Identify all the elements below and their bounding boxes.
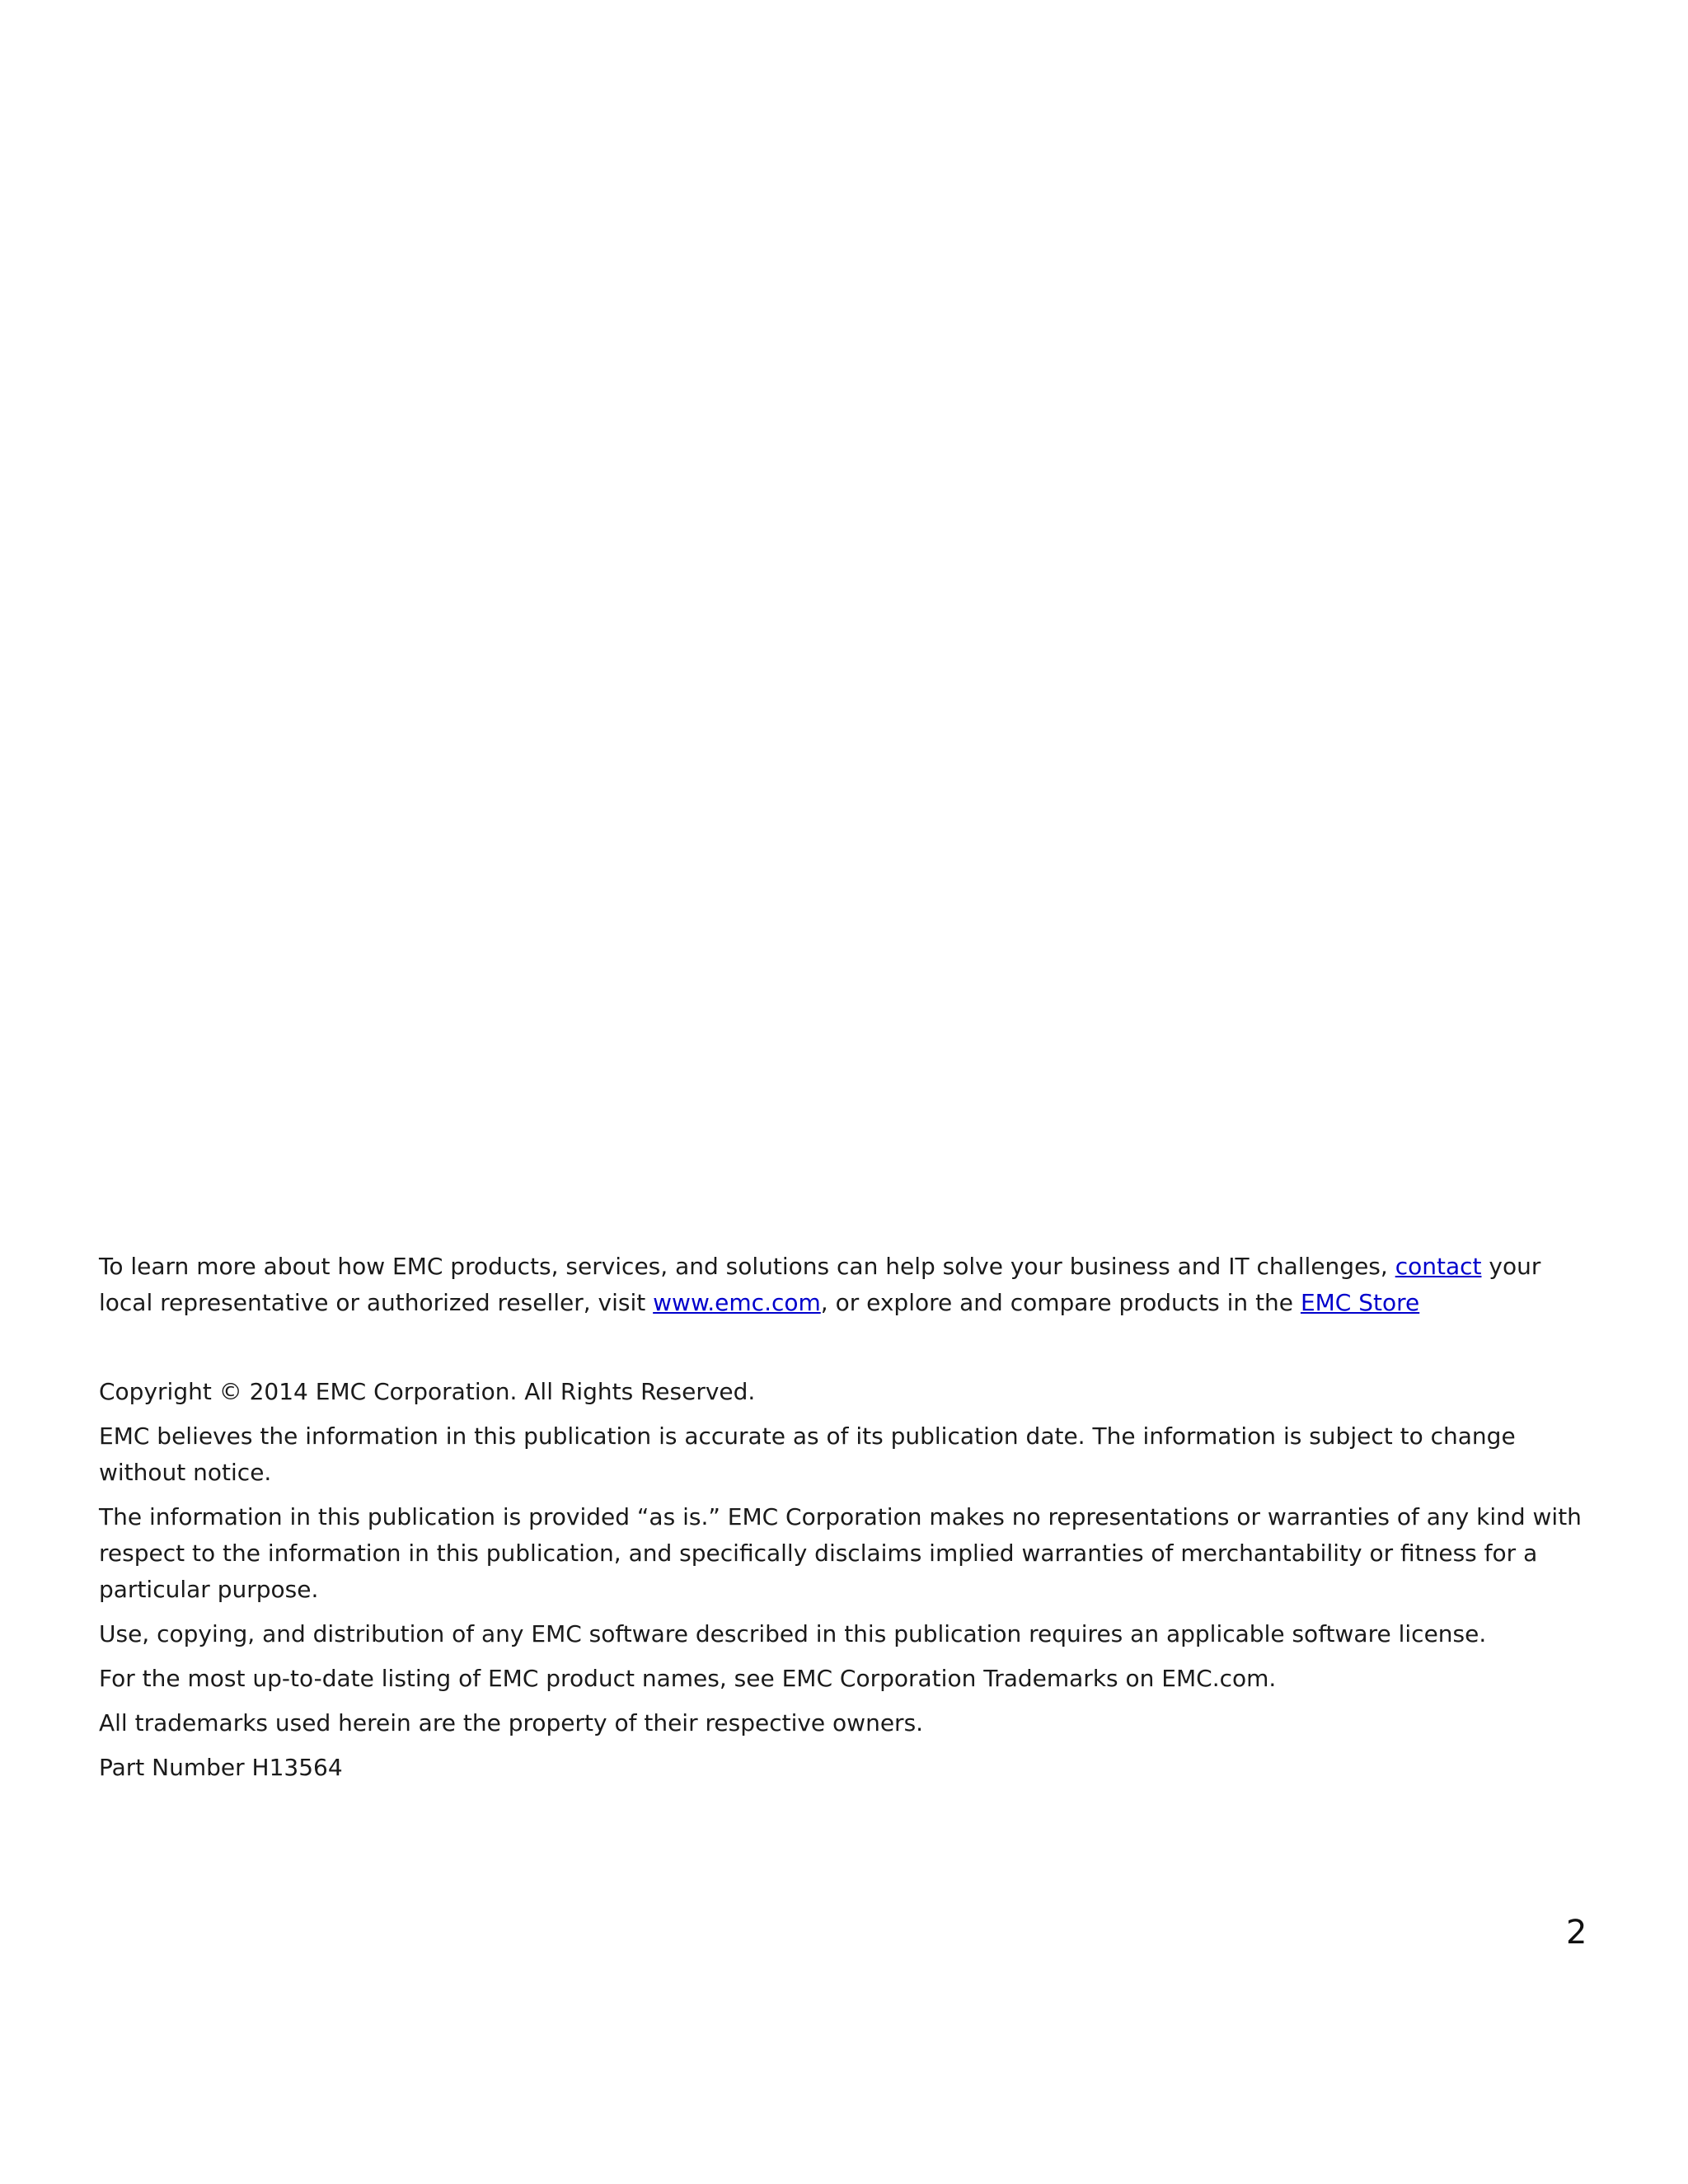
part-number: Part Number H13564	[99, 1754, 343, 1781]
page-number: 2	[1566, 1914, 1587, 1952]
license-statement: Use, copying, and distribution of any EMC software described in this publication requires an applicable software license.	[99, 1620, 1487, 1647]
copyright-line: Copyright © 2014 EMC Corporation. All Rights Reserved.	[99, 1378, 756, 1405]
contact-text-middle: your local representative or authorized reseller, visit	[99, 1253, 1541, 1316]
website-link[interactable]: www.emc.com	[653, 1289, 821, 1316]
emc-store-link[interactable]: EMC Store	[1300, 1289, 1420, 1316]
as-is-disclaimer: The information in this publication is provided “as is.” EMC Corporation makes no representations or warranties of any kind with respect to the information in this publication, and specifically disclaims implied warranties of merchantability or fitness for a particular purpose.	[99, 1503, 1582, 1603]
legal-notice	[99, 1374, 1599, 1794]
accuracy-statement: EMC believes the information in this publication is accurate as of its publication date. The information is subject to change without notice.	[99, 1422, 1516, 1486]
contact-text-intro: To learn more about how EMC products, services, and solutions can help solve your business and IT challenges,	[99, 1253, 1395, 1280]
contact-text-end: , or explore and compare products in the	[820, 1289, 1301, 1316]
contact-link[interactable]: contact	[1395, 1253, 1482, 1280]
trademarks-listing: For the most up-to-date listing of EMC product names, see EMC Corporation Trademarks on EMC.com.	[99, 1665, 1277, 1692]
trademarks-owners: All trademarks used herein are the property of their respective owners.	[99, 1709, 924, 1736]
contact-paragraph	[99, 1249, 1599, 1321]
